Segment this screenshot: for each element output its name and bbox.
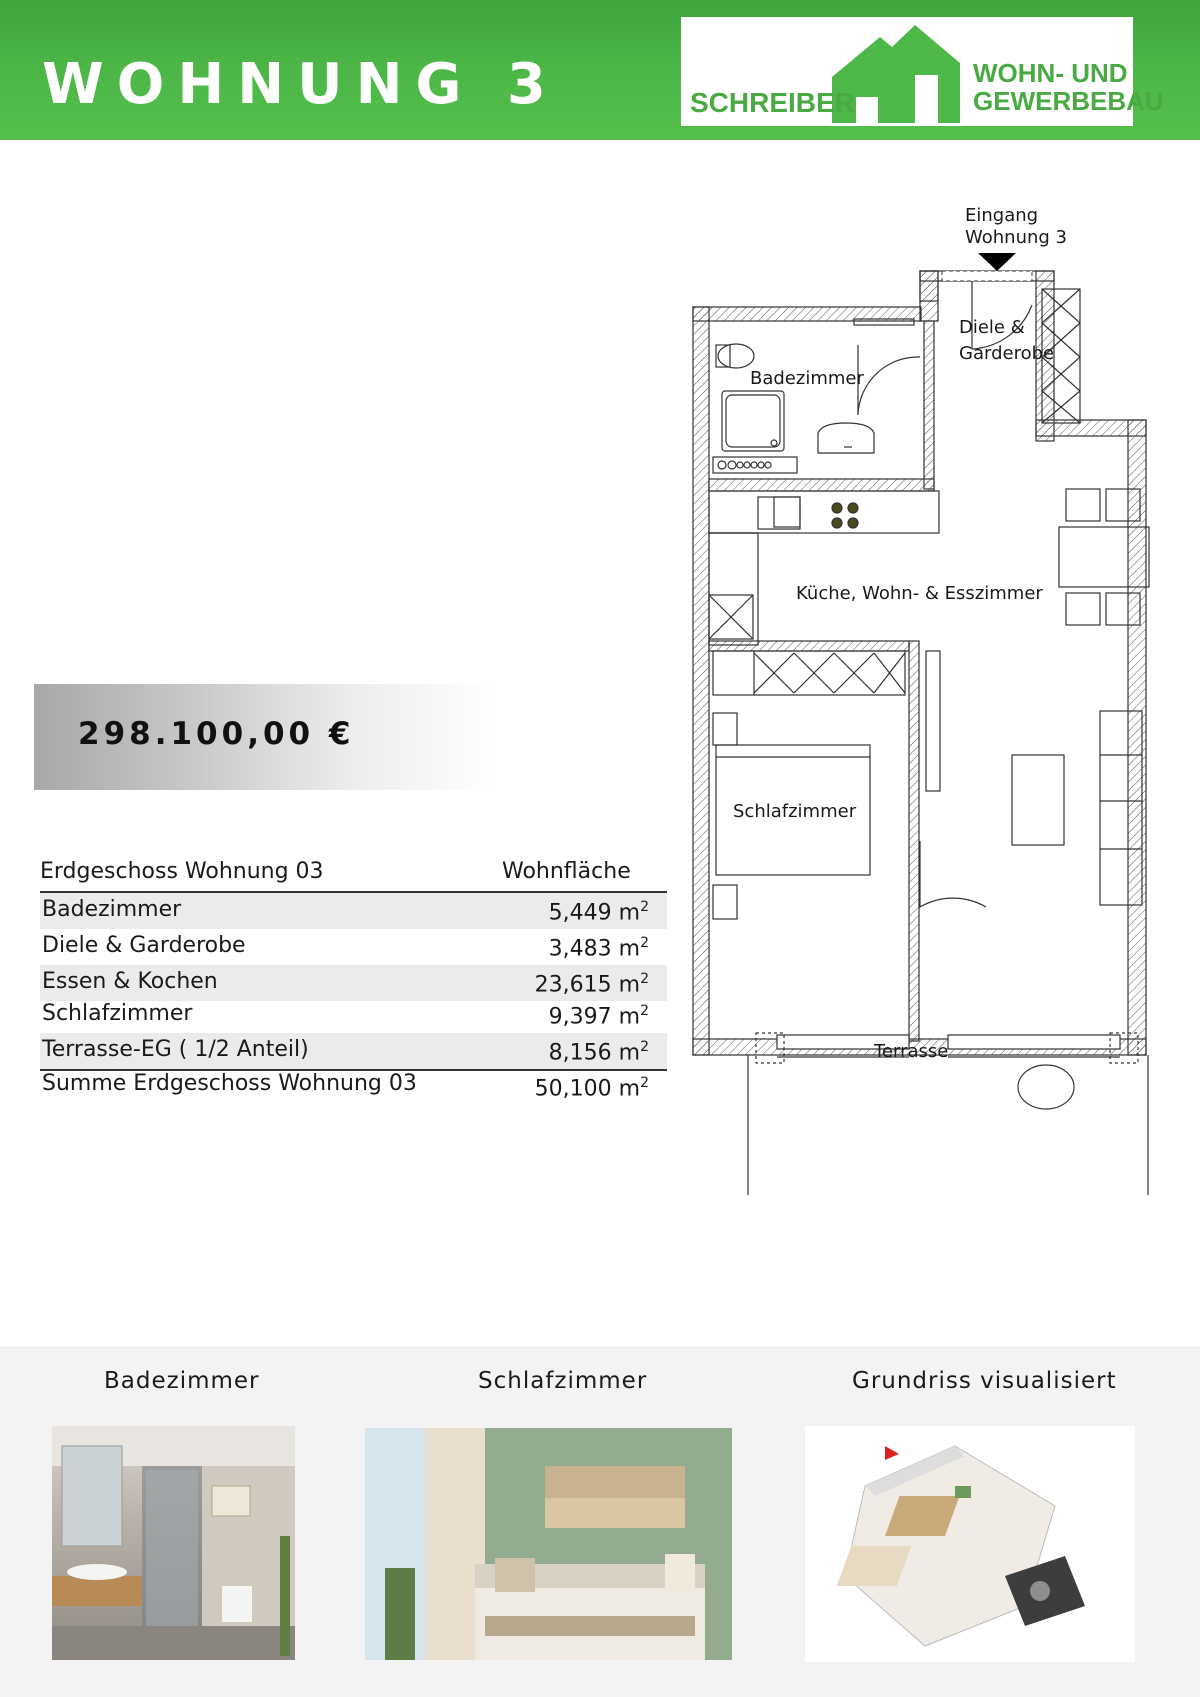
room-label-bedroom: Schlafzimmer [733,801,857,822]
table-row [40,965,667,1001]
row-label: Schlafzimmer [42,1001,193,1026]
page-title: WOHNUNG 3 [42,52,559,117]
total-value: 50,100 $m^2$ [534,1075,649,1102]
area-table-header [40,855,667,893]
gallery-caption-bedroom: Schlafzimmer [478,1368,648,1394]
living-furniture [926,651,1142,905]
bedroom-furniture [713,651,986,919]
bathroom-illustration-icon [52,1426,295,1660]
bathroom-fixtures [713,319,920,473]
row-value: 23,615 $m^2$ [534,971,649,998]
entrance-arrow-icon [978,253,1016,271]
isometric-plan-icon [805,1426,1135,1662]
area-table [40,855,667,1107]
area-table-heading-left: Erdgeschoss Wohnung 03 [40,859,324,884]
bedroom-illustration-icon [365,1428,732,1660]
total-label: Summe Erdgeschoss Wohnung 03 [42,1071,417,1096]
table-row [40,1033,667,1069]
floor-plan [680,195,1180,1195]
room-label-terrace: Terrasse [874,1041,949,1062]
company-logo [681,17,1164,126]
price-box [34,684,494,790]
entrance-label-2: Wohnung 3 [965,227,1067,248]
row-value: 3,483 $m^2$ [548,935,649,962]
gallery-caption-bath: Badezimmer [104,1368,260,1394]
header-banner [0,0,1200,140]
room-label-hall-2: Garderobe [959,343,1055,364]
row-label: Diele & Garderobe [42,933,246,958]
row-label: Terrasse-EG ( 1/2 Anteil) [42,1037,309,1062]
row-value: 9,397 $m^2$ [548,1003,649,1030]
row-value: 8,156 $m^2$ [548,1039,649,1066]
row-label: Badezimmer [42,897,182,922]
logo-tagline-line2: GEWERBEBAU [973,86,1164,116]
price-value: 298.100,00 € [78,716,355,752]
bedroom-photo [365,1428,732,1660]
row-value: 5,449 $m^2$ [548,899,649,926]
bathroom-photo [52,1426,295,1660]
row-label: Essen & Kochen [42,969,218,994]
photo-gallery [0,1346,1200,1697]
room-label-living: Küche, Wohn- & Esszimmer [796,583,1043,604]
table-row [40,1001,667,1033]
kitchen [709,491,939,645]
table-row [40,893,667,929]
logo-company-name: SCHREIBER [690,87,855,118]
logo-tagline [973,59,1164,115]
plan-3d-image [805,1426,1135,1662]
gallery-caption-plan3d: Grundriss visualisiert [852,1368,1117,1394]
logo-tagline-line1: WOHN- UND [973,58,1128,88]
entrance-label-1: Eingang [965,205,1039,226]
room-label-bath: Badezimmer [750,368,864,389]
area-table-heading-right: Wohnfläche [502,859,631,884]
table-total-row [40,1069,667,1107]
room-label-hall-1: Diele & [959,317,1025,338]
table-row [40,929,667,965]
